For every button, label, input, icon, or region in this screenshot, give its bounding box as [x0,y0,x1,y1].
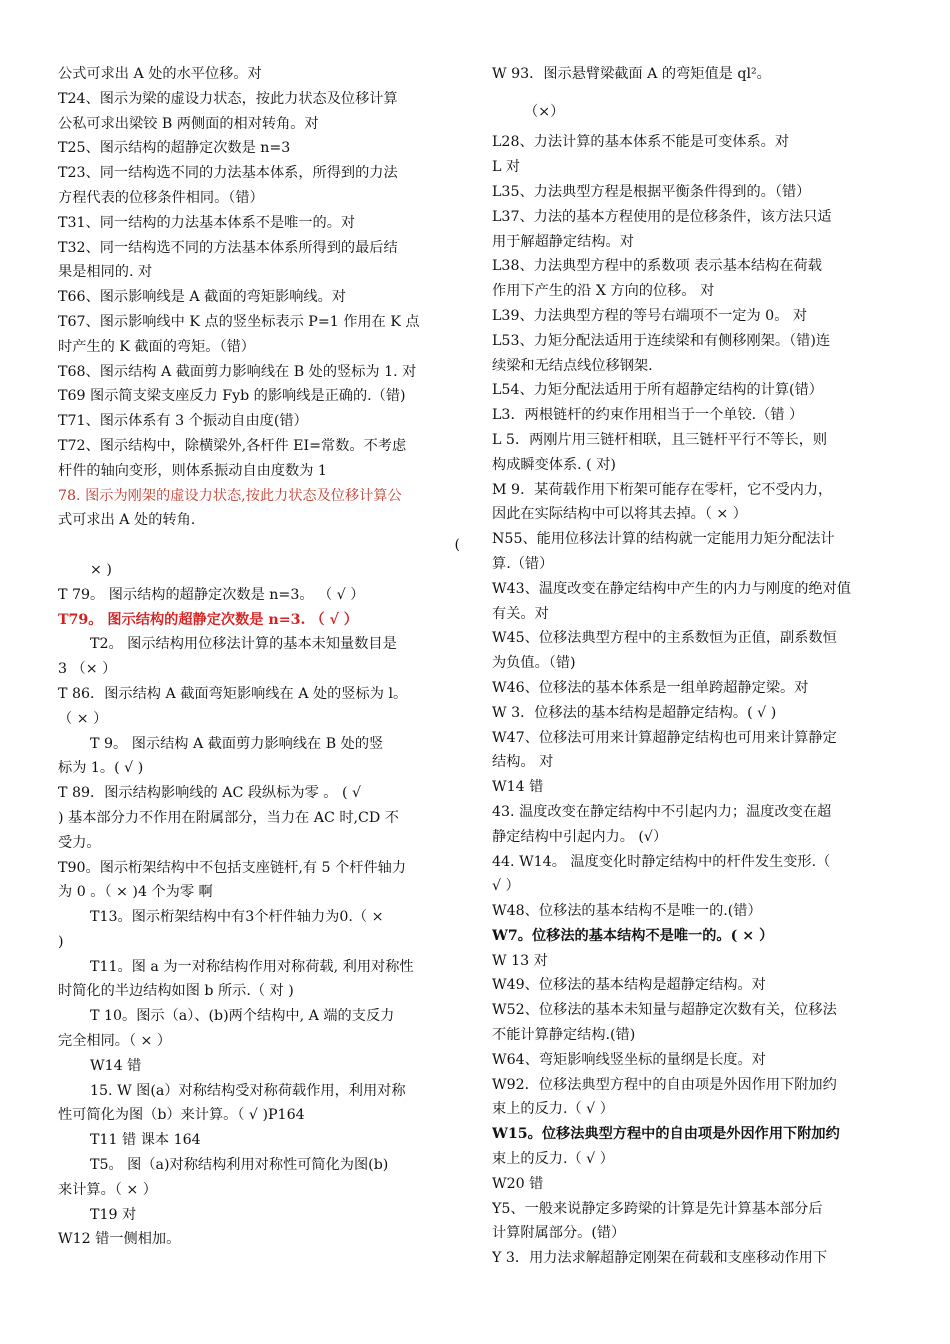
text-line: T19 对 [90,1206,137,1223]
text-line: 3 （× ） [58,661,117,678]
text-line: L54、力矩分配法适用于所有超静定结构的计算(错） [492,382,823,399]
text-line: Y5、一般来说静定多跨梁的计算是先计算基本部分后 [492,1200,823,1217]
text-line: T 86．图示结构 A 截面弯矩影响线在 A 处的竖标为 l。 [58,685,408,702]
text-line: L 对 [492,159,521,176]
text-line: T23、同一结构选不同的力法基本体系，所得到的力法 [58,165,398,182]
text-line: （ × ） [58,710,108,727]
text-line: 束上的反力.（ √ ） [492,1101,614,1118]
text-line: 公私可求出梁铰 B 两侧面的相对转角。对 [58,115,319,132]
text-line: N55、能用位移法计算的结构就一定能用力矩分配法计 [492,531,835,548]
text-line: T72、图示结构中，除横梁外,各杆件 EI=常数。不考虑 [58,437,407,454]
text-line: 算.（错） [492,555,554,572]
text-line: L35、力法典型方程是根据平衡条件得到的。（错） [492,183,811,200]
text-line-emphasized: T79。 图示结构的超静定次数是 n=3. （ √ ） [58,611,358,628]
text-line: 为负值。（错) [492,655,576,672]
text-line: W48、位移法的基本结构不是唯一的.(错） [492,903,762,920]
text-line: 因此在实际结构中可以将其去掉。（ × ） [492,506,747,523]
text-line: W47、位移法可用来计算超静定结构也可用来计算静定 [492,729,837,746]
text-line: T5。 图（a)对称结构利用对称性可简化为图(b) [90,1157,389,1174]
text-line: 果是相同的. 对 [58,264,153,281]
text-line: T67、图示影响线中 K 点的竖坐标表示 P=1 作用在 K 点 [58,313,420,330]
text-line: 时产生的 K 截面的弯矩。（错） [58,338,255,355]
text-line: W 3．位移法的基本结构是超静定结构。( √ ) [492,704,777,721]
text-line: 计算附属部分。(错） [492,1225,626,1242]
text-line: W46、位移法的基本体系是一组单跨超静定梁。对 [492,679,809,696]
text-line: M 9．某荷载作用下桁架可能存在零杆，它不受内力， [492,481,833,498]
text-line: W 93．图示悬臂梁截面 A 的弯矩值是 ql²。 [492,66,771,82]
text-line: 作用下产生的沿 X 方向的位移。 对 [492,283,715,300]
text-line: T32、同一结构选不同的方法基本体系所得到的最后结 [58,239,398,256]
text-line: Y 3．用力法求解超静定刚架在荷载和支座移动作用下 [492,1250,828,1267]
text-line: 44. W14。 温度变化时静定结构中的杆件发生变形.（ [492,853,831,870]
text-line: T11。图 a 为一对称结构作用对称荷载, 利用对称性 [90,958,414,975]
text-line: L39、力法典型方程的等号右端项不一定为 0。 对 [492,307,808,324]
text-line: 方程代表的位移条件相同。（错） [58,189,264,206]
text-line: T25、图示结构的超静定次数是 n=3 [58,140,291,157]
right-column [492,62,892,1271]
text-line: 束上的反力.（ √ ） [492,1151,614,1168]
text-line-highlighted: 78. 图示为刚架的虚设力状态,按此力状态及位移计算公 [58,487,402,504]
text-line: T11 错 课本 164 [90,1132,201,1149]
text-line: T24、图示为梁的虚设力状态，按此力状态及位移计算 [58,90,398,107]
text-line: （×） [524,103,565,120]
text-line: 15. W 图(a）对称结构受对称荷载作用，利用对称 [90,1082,406,1099]
text-line: 来计算。（ × ） [58,1181,157,1198]
text-line: 受力。 [58,834,101,851]
text-line: T 9。 图示结构 A 截面剪力影响线在 B 处的竖 [90,735,384,752]
text-line-emphasized: W15。位移法典型方程中的自由项是外因作用下附加约 [492,1126,840,1143]
text-line-emphasized: W7。位移法的基本结构不是唯一的。( × ） [492,927,774,944]
text-line: W20 错 [492,1175,544,1192]
text-line: W14 错 [90,1057,142,1074]
text-line: √ ） [492,878,520,895]
text-line: W 13 对 [492,952,548,969]
text-line: W52、位移法的基本未知量与超静定次数有关，位移法 [492,1002,837,1019]
text-line: 结构。 对 [492,754,554,771]
text-line: T71、图示体系有 3 个振动自由度(错） [58,413,308,430]
text-line: W14 错 [492,779,544,796]
text-line: L38、力法典型方程中的系数项 表示基本结构在荷载 [492,258,822,275]
text-line: 时简化的半边结构如图 b 所示.（ 对 ) [58,983,294,1000]
left-column [58,62,460,1252]
text-line: 杆件的轴向变形，则体系振动自由度数为 1 [58,462,327,479]
text-line: ) [58,933,64,950]
text-line: T66、图示影响线是 A 截面的弯矩影响线。对 [58,289,346,306]
text-line: L 5．两刚片用三链杆相联，且三链杆平行不等长，则 [492,431,828,448]
text-line: 静定结构中引起内力。 (√） [492,828,668,845]
text-line: × ) [90,561,112,578]
text-line: W49、位移法的基本结构是超静定结构。对 [492,977,766,994]
text-line: W64、弯矩影响线竖坐标的量纲是长度。对 [492,1051,766,1068]
text-line: T69 图示简支梁支座反力 Fyb 的影响线是正确的.（错) [58,388,406,405]
text-line: 式可求出 A 处的转角. [58,512,196,529]
text-line: W12 错一侧相加。 [58,1231,181,1248]
text-line: T68、图示结构 A 截面剪力影响线在 B 处的竖标为 1. 对 [58,363,417,380]
text-line: 43. 温度改变在静定结构中不引起内力；温度改变在超 [492,803,832,820]
text-line: 不能计算静定结构.(错) [492,1027,636,1044]
text-line: L28、力法计算的基本体系不能是可变体系。对 [492,134,790,151]
text-line: L37、力法的基本方程使用的是位移条件，该方法只适 [492,208,832,225]
text-line: T 89．图示结构影响线的 AC 段纵标为零 。 ( √ [58,785,362,802]
text-line: T31、同一结构的力法基本体系不是唯一的。对 [58,214,356,231]
text-line: W43、温度改变在静定结构中产生的内力与刚度的绝对值 [492,580,851,597]
text-line: ( [454,537,460,554]
text-line: 公式可求出 A 处的水平位移。对 [58,66,262,82]
text-line: W45、位移法典型方程中的主系数恒为正值，副系数恒 [492,630,837,647]
text-line: 构成瞬变体系. ( 对) [492,456,616,473]
text-line: 为 0 。（ × )4 个为零 啊 [58,884,213,901]
text-line: L53、力矩分配法适用于连续梁和有侧移刚架。（错)连 [492,332,831,349]
text-line: T13。图示桁架结构中有3个杆件轴力为0.（ × [90,909,384,926]
text-line: 完全相同。（ × ） [58,1033,172,1050]
text-line: T90。图示桁架结构中不包括支座链杆,有 5 个杆件轴力 [58,859,407,876]
text-line: W92．位移法典型方程中的自由项是外因作用下附加约 [492,1076,837,1093]
text-line: T 79。 图示结构的超静定次数是 n=3。 （ √ ） [58,586,365,603]
text-line: T2。 图示结构用位移法计算的基本未知量数目是 [90,636,397,653]
text-line: ) 基本部分力不作用在附属部分，当力在 AC 时,CD 不 [58,809,399,826]
text-line: 有关。对 [492,605,549,622]
text-line: 标为 1。( √ ) [58,760,144,777]
text-line: 用于解超静定结构。对 [492,233,634,250]
text-line: 续梁和无结点线位移钢架. [492,357,653,374]
text-line: 性可简化为图（b）来计算。（ √ )P164 [58,1107,305,1124]
text-line: T 10。图示（a）、(b)两个结构中, A 端的支反力 [90,1008,395,1025]
text-line: L3．两根链杆的约束作用相当于一个单铰.（错 ） [492,407,804,424]
